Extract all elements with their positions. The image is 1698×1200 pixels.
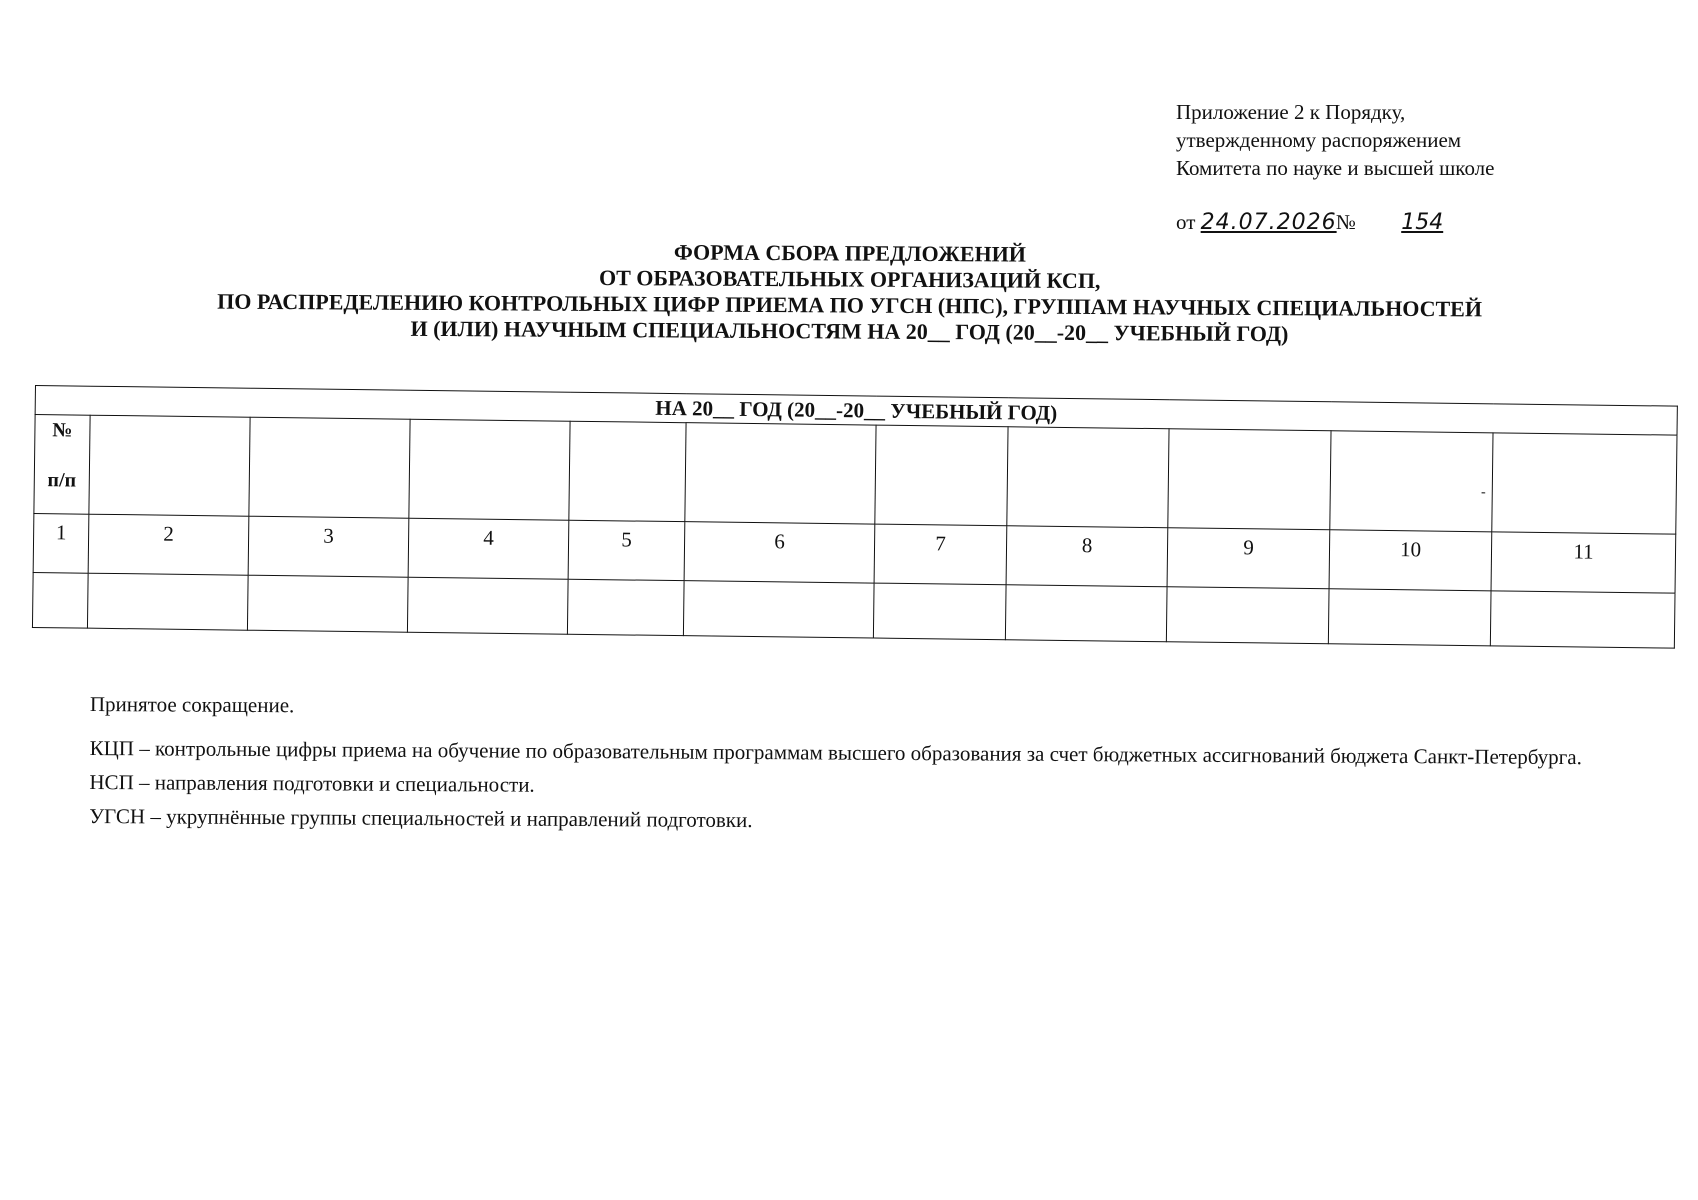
column-header-cell-10 [1330,431,1493,532]
form-table-container [32,385,1677,649]
abbreviation-item: КЦП – контрольные цифры приема на обучение по образовательным программам высшего образования за счет бюджетных ассигнований бюджета Санкт-Петербурга. [89,735,1582,770]
column-number-cell: 10 [1329,530,1492,591]
abbreviations-heading: Принятое сокращение. [89,691,295,718]
column-header-cell-5 [569,421,686,521]
blank-cell[interactable] [683,581,874,638]
title-line-1: ФОРМА СБОРА ПРЕДЛОЖЕНИЙ [673,239,1026,267]
stray-dash-mark: - [1480,485,1486,501]
column-number-cell: 1 [33,513,89,573]
blank-cell[interactable] [1166,587,1329,644]
abbreviation-item: НСП – направления подготовки и специальности. [89,769,535,797]
column-number-cell: 2 [88,514,249,575]
blank-cell[interactable] [1328,589,1491,646]
blank-cell[interactable] [1490,591,1675,648]
appendix-line-1: Приложение 2 к Порядку, [1176,100,1406,124]
column-number-cell: 4 [408,518,569,579]
npp-label: п/п [47,469,77,492]
column-number-cell: 7 [874,524,1007,585]
blank-cell[interactable] [873,583,1006,640]
order-from-label: от [1176,210,1196,234]
column-header-cell-2 [89,415,250,516]
npp-number-sign: № [52,419,73,442]
proposal-form-table [32,385,1678,649]
order-number-handwritten: 154 [1401,210,1444,235]
column-header-cell-7 [875,425,1008,526]
npp-header-cell [34,415,90,515]
blank-cell[interactable] [407,577,568,634]
column-number-cell: 8 [1006,526,1168,587]
appendix-block [1176,98,1616,182]
appendix-line-3: Комитета по науке и высшей школе [1176,156,1495,180]
column-header-cell-9 [1168,429,1331,530]
abbreviations-section [89,690,1610,845]
column-header-cell-8 [1007,427,1169,528]
column-header-cell-6 [685,423,876,524]
column-number-cell: 9 [1167,528,1330,589]
column-header-cell-11 [1492,433,1677,534]
column-header-cell-4 [409,419,570,520]
order-number-label: № [1335,210,1356,234]
order-date-number-line [1176,210,1541,235]
title-line-2: ОТ ОБРАЗОВАТЕЛЬНЫХ ОРГАНИЗАЦИЙ КСП, [598,264,1101,294]
column-number-cell: 5 [568,520,685,580]
blank-cell[interactable] [32,572,88,628]
order-date-handwritten: 24.07.2026 [1200,210,1337,235]
title-line-3: ПО РАСПРЕДЕЛЕНИЮ КОНТРОЛЬНЫХ ЦИФР ПРИЕМА ПО УГСН (НПС), ГРУППАМ НАУЧНЫХ СПЕЦИАЛЬНОСТЕЙ [217,288,1483,322]
appendix-line-2: утвержденному распоряжением [1176,128,1462,152]
column-number-cell: 3 [248,516,409,577]
blank-cell[interactable] [567,579,684,635]
blank-cell[interactable] [247,575,408,632]
blank-cell[interactable] [87,573,248,630]
document-title [109,236,1590,349]
table-header-title: НА 20__ ГОД (20__-20__ УЧЕБНЫЙ ГОД) [35,386,1677,436]
title-line-4: И (ИЛИ) НАУЧНЫМ СПЕЦИАЛЬНОСТЯМ НА 20__ ГОД (20__-20__ УЧЕБНЫЙ ГОД) [410,315,1289,347]
column-number-cell: 11 [1491,532,1676,593]
abbreviation-item: УГСН – укрупнённые группы специальностей и направлений подготовки. [89,803,753,833]
blank-cell[interactable] [1005,585,1167,642]
column-number-cell: 6 [684,522,875,583]
table-column-header-row [34,415,1677,535]
column-header-cell-3 [249,417,410,518]
